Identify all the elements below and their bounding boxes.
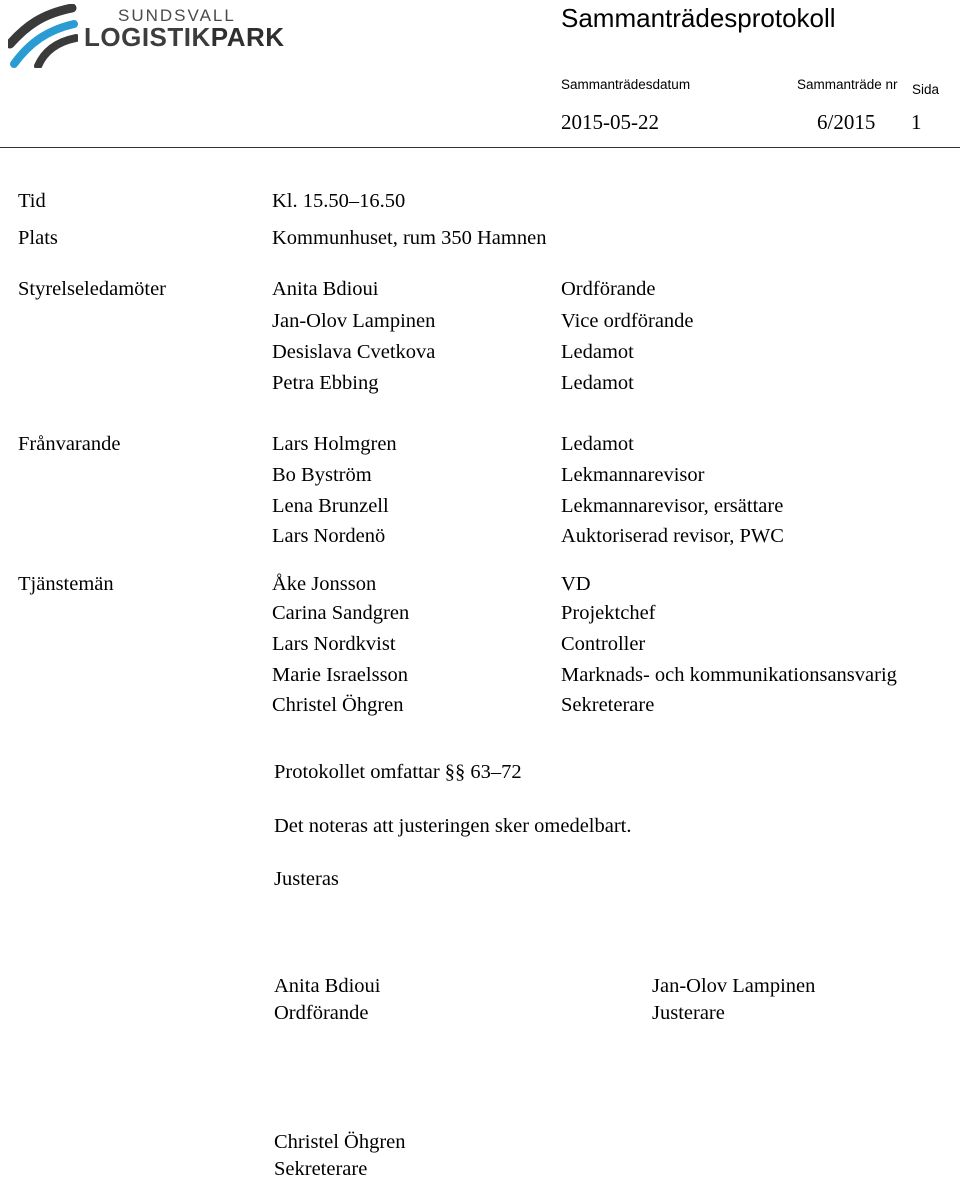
signature-role: Justerare	[652, 1002, 725, 1024]
signature-name: Jan-Olov Lampinen	[652, 975, 816, 997]
meeting-number: 6/2015	[817, 110, 876, 134]
absent-member-role: Ledamot	[561, 433, 634, 455]
document-title: Sammanträdesprotokoll	[561, 3, 836, 33]
signature-name: Christel Öhgren	[274, 1131, 406, 1153]
page-label: Sida	[912, 82, 940, 97]
protocol-scope: Protokollet omfattar §§ 63–72	[274, 761, 522, 783]
board-member-role: Ledamot	[561, 372, 634, 394]
meeting-date: 2015-05-22	[561, 110, 659, 134]
officials-label: Tjänstemän	[18, 573, 114, 595]
header-divider	[0, 147, 960, 148]
board-member-role: Ledamot	[561, 341, 634, 363]
board-member-name: Desislava Cvetkova	[272, 341, 436, 363]
official-name: Carina Sandgren	[272, 602, 410, 624]
time-value: Kl. 15.50–16.50	[272, 190, 406, 212]
logo-text-park: PARK	[210, 22, 285, 52]
place-value: Kommunhuset, rum 350 Hamnen	[272, 227, 547, 249]
signature-role: Sekreterare	[274, 1158, 368, 1180]
page-number: 1	[911, 110, 922, 134]
official-name: Christel Öhgren	[272, 694, 404, 716]
official-role: VD	[561, 573, 591, 595]
signature-name: Anita Bdioui	[274, 975, 381, 997]
place-label: Plats	[18, 227, 58, 249]
absent-label: Frånvarande	[18, 433, 121, 455]
board-member-name: Jan-Olov Lampinen	[272, 310, 436, 332]
official-role: Projektchef	[561, 602, 656, 624]
official-role: Controller	[561, 633, 646, 655]
absent-member-role: Lekmannarevisor	[561, 464, 705, 486]
board-member-role: Ordförande	[561, 278, 656, 300]
absent-member-role: Auktoriserad revisor, PWC	[561, 525, 784, 547]
board-member-name: Anita Bdioui	[272, 278, 379, 300]
absent-member-name: Bo Byström	[272, 464, 372, 486]
time-label: Tid	[18, 190, 46, 212]
official-name: Åke Jonsson	[272, 573, 377, 595]
signature-role: Ordförande	[274, 1002, 369, 1024]
logistikpark-logo-icon	[8, 4, 78, 68]
board-member-name: Petra Ebbing	[272, 372, 379, 394]
absent-member-name: Lars Nordenö	[272, 525, 386, 547]
board-label: Styrelseledamöter	[18, 278, 167, 300]
logo-text-bottom	[84, 22, 285, 53]
board-member-role: Vice ordförande	[561, 310, 694, 332]
absent-member-role: Lekmannarevisor, ersättare	[561, 495, 784, 517]
official-role: Sekreterare	[561, 694, 655, 716]
meeting-date-label: Sammanträdesdatum	[561, 77, 691, 92]
official-name: Lars Nordkvist	[272, 633, 396, 655]
adjusted-label: Justeras	[274, 868, 339, 890]
official-role: Marknads- och kommunikationsansvarig	[561, 664, 897, 686]
meeting-number-label: Sammanträde nr	[797, 77, 898, 92]
logo-text-logistik: LOGISTIK	[84, 22, 211, 52]
absent-member-name: Lars Holmgren	[272, 433, 397, 455]
official-name: Marie Israelsson	[272, 664, 409, 686]
protocol-note: Det noteras att justeringen sker omedelbart.	[274, 815, 632, 837]
logo-text-top: SUNDSVALL	[118, 6, 236, 25]
absent-member-name: Lena Brunzell	[272, 495, 389, 517]
